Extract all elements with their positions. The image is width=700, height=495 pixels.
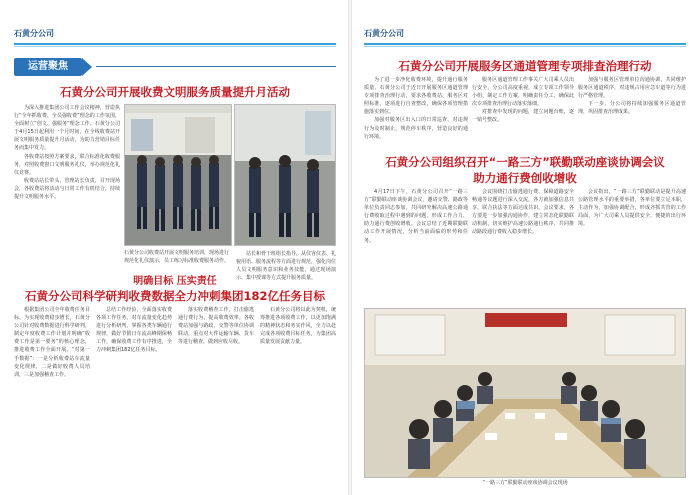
meeting-photo [364,308,686,478]
right-col-1 [364,76,468,150]
left-col1-para-3: 收费站站长带头、管理站长负责，召开现场会，各收费站将活动与日常工作有机结合，持续提升文明服务水平。 [14,177,120,201]
left-col1-para-1: 为深入推进集团公司工作会议精神，营造执行“全年抓收费、全员强收费”理念的工作氛围，全面树立“创文、强服务”理念工作。石黄分公司于4月15日起利用一个月时间，在全线收费站开展文明服务质量提升月活动，为助力营销目标任务而集中发力。 [14,105,120,152]
right-col1-para-1: 为了进一步净化收费环境，提升通行服务质量，石黄分公司于近日开展服务区通道管理专项排查治理行动，要求各收费站、服务区对照标准，逐项进行自查整改，确保各项管理措施落实到位。 [364,77,468,116]
left-highlight-line: 明确目标 压实责任 [133,276,217,287]
meeting-photo-caption: “一路三方”联勤联动座谈协调会议现场 [482,480,568,486]
right-col-2 [472,76,574,150]
right-title-1: 石黄分公司开展服务区通道管理专项排查治理行动 [398,59,652,73]
training-photo-graphic [125,105,232,246]
training-photo-caption: 石黄分公司收费站开展文明服务培训，现场进行规范化礼仪演示，员工练习标准收费服务动作。 [124,250,230,264]
right-body-col-2 [472,188,574,304]
left-bottom-col4-text: 石黄分公司将以此为契机，统筹推进各项收费工作，以更加饱满的精神状态和务实作风，全力以赴完成各项收费目标任务，为集团高质量发展贡献力量。 [260,307,336,346]
right-body-col-1 [364,188,468,304]
training-photo-2 [234,104,336,246]
right-body-col-3 [578,188,686,304]
left-header-name: 石黄分公司 [14,29,54,38]
left-header-rule-thin [14,46,336,47]
right-body-col2-text: 会议围绕打击偷逃通行费、保障道路安全畅通等议题进行深入交流，各方就加强信息共享、联合执法等方面达成共识。会议要求，各方要进一步加强沟通协作，建立常态化联勤联动机制，切实维护高速公路通行秩序，共同推动路段通行费收入稳步增长。 [472,189,574,236]
right-header-name: 石黄分公司 [364,29,404,38]
left-bottom-col-3 [178,306,254,484]
right-col2-para-1: 服务区通道管理工作事关广大司乘人员出行安全，分公司高度重视，成立专项工作领导小组，制定工作方案，明确责任分工，确保此次专项排查治理行动落实落细。 [472,77,574,108]
left-header-rule [14,43,336,45]
right-col3-para-1: 加强与服务区管理单位沟通协调，共同维护服务区通道秩序，对违规占用应急车道等行为进行严格管理。 [578,77,686,100]
right-col2-para-2: 对排查中发现的问题，建立问题台账，逐一销号整改。 [472,109,574,124]
right-col3-para-2: 下一步，分公司将持续加强服务区通道管理，巩固排查治理成果。 [578,101,686,116]
left-title-1: 石黄分公司开展收费文明服务质量提升月活动 [60,85,290,99]
right-subtitle-2: 助力通行费创收增收 [473,171,577,185]
left-bottom-col3-text: 落实收费稽查工作，打击偷逃通行费行为，提高收费效率。各收费站加强与路政、交警等单位协调联动，重点对大件运输车辆、货车等进行稽查，做到应收尽收。 [178,307,254,346]
meeting-photo-graphic [365,309,686,478]
right-col1-para-2: 加强对服务区出入口的日常巡查，对违规行为及时制止，规范停车秩序，营造良好的通行环境。 [364,117,468,140]
left-bottom-col-4 [260,306,336,484]
left-col-2 [236,250,336,290]
section-tag: 运营聚焦 [14,58,82,76]
right-body-col3-text: 会议指出，“一路三方”联勤联动是提升高速公路管理水平的重要举措，各单位要立足本职，主动作为，加强协调配合，形成齐抓共管的工作局面，为广大司乘人员提供安全、便捷的出行环境。 [578,189,686,228]
right-col-3 [578,76,686,150]
training-photo-2-graphic [235,105,336,246]
right-page [350,0,700,495]
training-photo [124,104,232,246]
right-header-rule-thin [364,46,686,47]
left-bottom-col1-text: 根据集团公司全年收费任务目标，为实现收费稳步增长，石黄分公司针对收费数据进行科学研判，制定年度收费工作计划并明确“收费工作是第一要务”的核心理念，推进收费工作全面开展。“对第一手数据”：一是分析收费站车流量变化规律，二是做好收费人员培训，三是加强稽查工作。 [14,307,90,378]
left-bottom-col-1 [14,306,90,484]
right-title-2: 石黄分公司组织召开“一路三方”联勤联动座谈协调会议 [385,155,665,169]
left-bottom-col-2 [96,306,172,484]
section-rule [96,66,336,67]
left-col1-para-2: 各收费站按照方案要求，联合标准化收费服务，对照收费窗口文明服务礼仪，举办规范化礼仪竞赛。 [14,153,120,176]
left-col-1 [14,104,120,290]
right-header-rule [364,43,686,45]
left-col2-para-1: 站长和骨干班组长指导，从仪容仪表、礼貌用语、服务流程等方面进行规范，强化岗位人员文明服务意识和业务技能，通过现场演示、集中授课等方式提升服务质量。 [236,251,336,282]
left-bottom-col2-text: 总结工作经验，全面落实收费各项工作任务，对车流量变化趋势进行分析研判，掌握各类车辆通行规律，做好节假日车流高峰期保畅工作，确保收费工作有序推进，全力冲刺集团182亿任务目标。 [96,307,172,354]
left-title-2: 石黄分公司科学研判收费数据全力冲刺集团182亿任务目标 [24,289,325,303]
right-body-col1-text: 4月17日下午，石黄分公司召开“一路三方”联勤联动座谈协调会议，邀请交警、路政等单位负责同志参加，共同研究解决高速公路通行费收取过程中遇到的问题，形成工作合力，助力通行费创收增收。会议总结了近期联勤联动工作开展情况，分析当前面临的形势和任务。 [364,189,468,244]
